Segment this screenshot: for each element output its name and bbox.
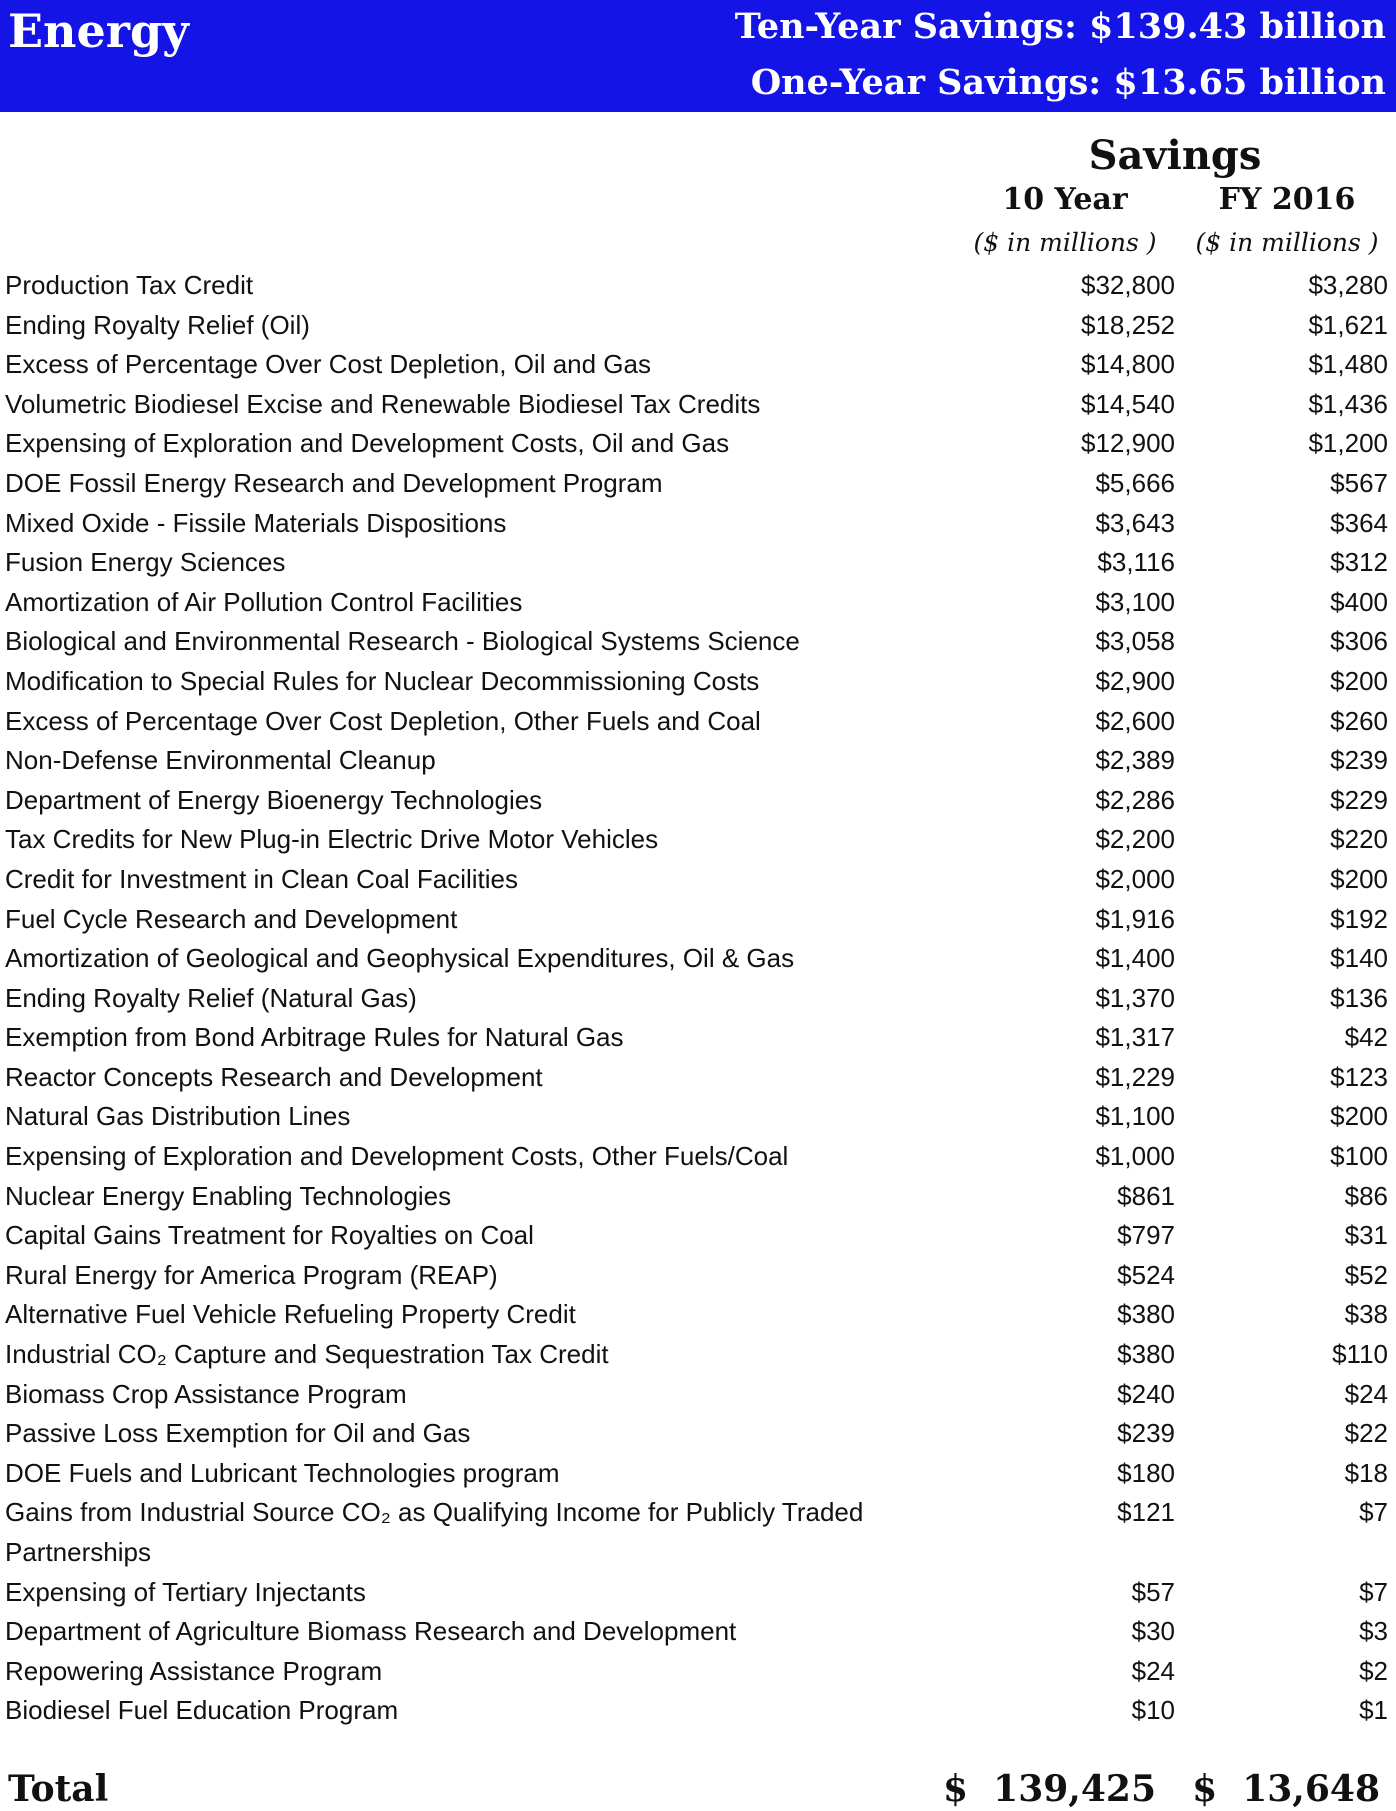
- table-row: [0, 860, 1396, 900]
- table-row: [0, 979, 1396, 1019]
- row-label: Industrial CO₂ Capture and Sequestration Tax Credit: [5, 1339, 609, 1370]
- row-value-fy2016: $123: [1330, 1061, 1388, 1092]
- row-value-10-year: $2,900: [1095, 665, 1175, 696]
- row-value-fy2016: $7: [1359, 1576, 1388, 1607]
- row-label: Department of Agriculture Biomass Research and Development: [5, 1616, 737, 1647]
- row-value-fy2016: $1,436: [1308, 388, 1388, 419]
- row-value-10-year: $3,643: [1095, 507, 1175, 538]
- row-value-fy2016: $200: [1330, 665, 1388, 696]
- table-row: [0, 306, 1396, 346]
- table-row: [0, 424, 1396, 464]
- row-label: Amortization of Air Pollution Control Facilities: [5, 586, 523, 617]
- table-row: [0, 1652, 1396, 1692]
- row-value-fy2016: $3,280: [1308, 270, 1388, 300]
- row-value-fy2016: $239: [1330, 745, 1388, 776]
- row-label: Fuel Cycle Research and Development: [5, 903, 458, 934]
- row-value-10-year: $180: [1117, 1457, 1175, 1488]
- row-value-fy2016: $567: [1330, 467, 1388, 498]
- col-header-10-year: 10 Year: [1002, 182, 1128, 217]
- row-value-fy2016: $110: [1332, 1339, 1388, 1370]
- row-value-10-year: $239: [1117, 1418, 1175, 1449]
- row-label: Department of Energy Bioenergy Technologies: [5, 784, 543, 815]
- table-row: [0, 622, 1396, 662]
- row-value-10-year: $3,116: [1097, 547, 1175, 578]
- row-value-fy2016: $1,200: [1308, 428, 1388, 459]
- total-fy2016: $ 13,648: [1192, 1768, 1380, 1810]
- row-value-10-year: $1,400: [1095, 943, 1175, 974]
- one-year-savings: One-Year Savings: $13.65 billion: [750, 62, 1386, 103]
- row-label: Excess of Percentage Over Cost Depletion, Oil and Gas: [5, 349, 651, 380]
- row-value-10-year: $380: [1117, 1339, 1175, 1370]
- row-label: Rural Energy for America Program (REAP): [5, 1259, 498, 1290]
- row-value-fy2016: $1: [1359, 1695, 1388, 1726]
- row-value-fy2016: $86: [1344, 1180, 1388, 1211]
- row-value-fy2016: $2: [1359, 1655, 1388, 1686]
- table-row: [0, 1691, 1396, 1731]
- row-label: DOE Fossil Energy Research and Development Program: [5, 467, 663, 498]
- table-row: [0, 266, 1396, 306]
- row-value-fy2016: $192: [1330, 903, 1388, 934]
- row-label: Expensing of Exploration and Development Costs, Other Fuels/Coal: [5, 1141, 789, 1172]
- table-row: [0, 1177, 1396, 1217]
- row-label: DOE Fuels and Lubricant Technologies program: [5, 1457, 560, 1488]
- row-label: Tax Credits for New Plug-in Electric Drive Motor Vehicles: [5, 824, 659, 855]
- row-value-10-year: $380: [1117, 1299, 1175, 1330]
- row-label: Ending Royalty Relief (Natural Gas): [5, 982, 417, 1013]
- row-value-10-year: $30: [1131, 1616, 1175, 1647]
- row-value-10-year: $1,370: [1095, 982, 1175, 1013]
- row-label: Expensing of Tertiary Injectants: [5, 1576, 366, 1607]
- row-value-10-year: $10: [1131, 1695, 1175, 1726]
- table-row: [0, 781, 1396, 821]
- table-row: [0, 1612, 1396, 1652]
- row-label: Reactor Concepts Research and Development: [5, 1061, 543, 1092]
- row-value-10-year: $14,800: [1081, 349, 1175, 380]
- row-value-fy2016: $136: [1330, 982, 1388, 1013]
- table-row: [0, 345, 1396, 385]
- table-row: [0, 583, 1396, 623]
- row-label: Biodiesel Fuel Education Program: [5, 1695, 399, 1726]
- row-label: Production Tax Credit: [5, 270, 254, 300]
- row-label: Mixed Oxide - Fissile Materials Dispositions: [5, 507, 507, 538]
- row-value-fy2016: $220: [1330, 824, 1388, 855]
- row-label: Expensing of Exploration and Development Costs, Oil and Gas: [5, 428, 730, 459]
- table-row: [0, 1018, 1396, 1058]
- table-row: [0, 662, 1396, 702]
- savings-header: Savings: [1088, 132, 1262, 179]
- row-value-10-year: $2,286: [1095, 784, 1175, 815]
- row-value-10-year: $1,916: [1095, 903, 1175, 934]
- row-value-fy2016: $306: [1330, 626, 1388, 657]
- row-value-fy2016: $229: [1330, 784, 1388, 815]
- row-value-fy2016: $38: [1344, 1299, 1388, 1330]
- row-label: Exemption from Bond Arbitrage Rules for Natural Gas: [5, 1022, 624, 1053]
- row-value-fy2016: $3: [1359, 1616, 1388, 1647]
- row-value-10-year: $18,252: [1081, 309, 1175, 340]
- row-value-fy2016: $200: [1330, 1101, 1388, 1132]
- row-value-10-year: $3,058: [1095, 626, 1175, 657]
- row-value-10-year: $2,600: [1095, 705, 1175, 736]
- row-label: Credit for Investment in Clean Coal Facilities: [5, 863, 518, 894]
- table-row: [0, 1295, 1396, 1335]
- row-value-10-year: $1,317: [1095, 1022, 1175, 1053]
- row-value-fy2016: $200: [1330, 863, 1388, 894]
- col-header-fy2016: FY 2016: [1218, 182, 1356, 217]
- row-value-fy2016: $260: [1330, 705, 1388, 736]
- row-value-fy2016: $140: [1330, 943, 1388, 974]
- row-value-10-year: $3,100: [1095, 586, 1175, 617]
- row-value-fy2016: $24: [1344, 1378, 1388, 1409]
- table-row: [0, 939, 1396, 979]
- row-label: Biological and Environmental Research - Biological Systems Science: [5, 626, 800, 657]
- table-row: [0, 1216, 1396, 1256]
- row-value-10-year: $1,229: [1095, 1061, 1175, 1092]
- total-10-year: $ 139,425: [943, 1768, 1156, 1810]
- row-value-10-year: $240: [1117, 1378, 1175, 1409]
- row-label: Alternative Fuel Vehicle Refueling Property Credit: [5, 1299, 576, 1330]
- row-label: Non-Defense Environmental Cleanup: [5, 745, 436, 776]
- table-row: [0, 1375, 1396, 1415]
- row-label: Biomass Crop Assistance Program: [5, 1378, 407, 1409]
- table-row: [0, 702, 1396, 742]
- row-value-fy2016: $7: [1359, 1497, 1388, 1528]
- savings-table: [0, 266, 1396, 1731]
- row-value-fy2016: $364: [1330, 507, 1388, 538]
- table-row: [0, 1137, 1396, 1177]
- row-value-fy2016: $100: [1330, 1141, 1388, 1172]
- row-value-fy2016: $52: [1344, 1259, 1388, 1290]
- row-value-fy2016: $22: [1344, 1418, 1388, 1449]
- row-value-fy2016: $400: [1330, 586, 1388, 617]
- table-row: [0, 741, 1396, 781]
- row-value-10-year: $5,666: [1095, 467, 1175, 498]
- row-value-fy2016: $31: [1344, 1220, 1388, 1251]
- row-value-10-year: $24: [1131, 1655, 1175, 1686]
- ten-year-savings: Ten-Year Savings: $139.43 billion: [734, 6, 1386, 47]
- table-row: [0, 464, 1396, 504]
- row-label: Gains from Industrial Source CO₂ as Qualifying Income for Publicly Traded Partnerships: [5, 1497, 864, 1567]
- row-value-10-year: $861: [1117, 1180, 1175, 1211]
- header-banner: [0, 0, 1396, 112]
- row-label: Volumetric Biodiesel Excise and Renewable Biodiesel Tax Credits: [5, 388, 761, 419]
- row-label: Ending Royalty Relief (Oil): [5, 309, 310, 340]
- table-row: [0, 1256, 1396, 1296]
- table-row: [0, 1573, 1396, 1613]
- table-row: [0, 900, 1396, 940]
- row-label: Natural Gas Distribution Lines: [5, 1101, 351, 1132]
- units-10-year: ($ in millions ): [973, 228, 1157, 257]
- row-value-10-year: $2,389: [1095, 745, 1175, 776]
- row-label: Amortization of Geological and Geophysical Expenditures, Oil & Gas: [5, 943, 795, 974]
- row-value-10-year: $2,000: [1095, 863, 1175, 894]
- row-value-10-year: $797: [1117, 1220, 1175, 1251]
- row-value-fy2016: $312: [1330, 547, 1388, 578]
- row-label: Nuclear Energy Enabling Technologies: [5, 1180, 452, 1211]
- table-row: [0, 543, 1396, 583]
- row-value-10-year: $32,800: [1081, 270, 1175, 300]
- total-label: Total: [8, 1768, 109, 1810]
- table-row: [0, 820, 1396, 860]
- row-value-fy2016: $1,621: [1308, 309, 1388, 340]
- row-value-10-year: $57: [1131, 1576, 1175, 1607]
- table-row: [0, 1058, 1396, 1098]
- row-value-10-year: $1,000: [1095, 1141, 1175, 1172]
- table-row: [0, 1414, 1396, 1454]
- row-label: Capital Gains Treatment for Royalties on Coal: [5, 1220, 534, 1251]
- row-value-fy2016: $1,480: [1308, 349, 1388, 380]
- units-fy2016: ($ in millions ): [1195, 228, 1379, 257]
- row-value-10-year: $14,540: [1081, 388, 1175, 419]
- row-label: Passive Loss Exemption for Oil and Gas: [5, 1418, 471, 1449]
- row-label: Repowering Assistance Program: [5, 1655, 383, 1686]
- row-label: Fusion Energy Sciences: [5, 547, 286, 578]
- table-row: [0, 385, 1396, 425]
- row-label: Excess of Percentage Over Cost Depletion, Other Fuels and Coal: [5, 705, 761, 736]
- page-title: Energy: [8, 4, 189, 58]
- table-row: [0, 1454, 1396, 1494]
- row-value-fy2016: $18: [1344, 1457, 1388, 1488]
- row-value-10-year: $524: [1117, 1259, 1175, 1290]
- table-row: [0, 504, 1396, 544]
- row-value-fy2016: $42: [1344, 1022, 1388, 1053]
- row-value-10-year: $1,100: [1095, 1101, 1175, 1132]
- table-row: [0, 1493, 1396, 1572]
- row-value-10-year: $121: [1117, 1497, 1175, 1528]
- row-value-10-year: $2,200: [1095, 824, 1175, 855]
- table-row: [0, 1097, 1396, 1137]
- row-label: Modification to Special Rules for Nuclear Decommissioning Costs: [5, 665, 760, 696]
- row-value-10-year: $12,900: [1081, 428, 1175, 459]
- table-row: [0, 1335, 1396, 1375]
